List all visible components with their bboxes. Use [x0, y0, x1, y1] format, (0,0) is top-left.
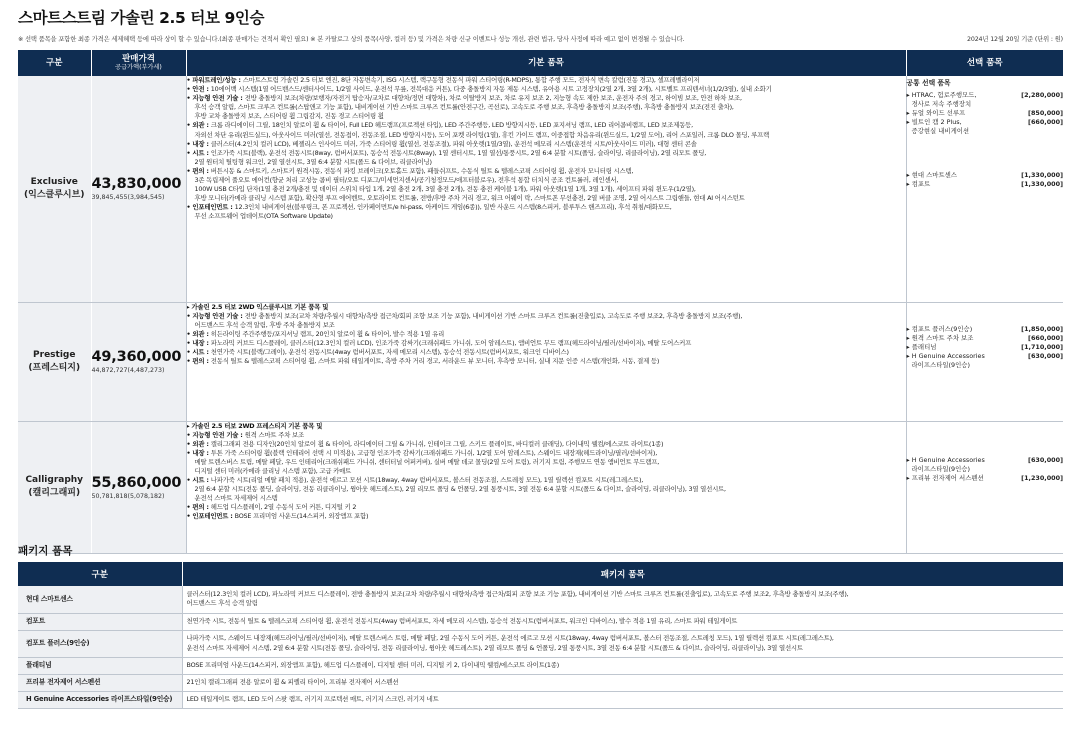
feature-line — [187, 140, 906, 149]
option-name-cont: 경사로 저속 주행장치 — [911, 100, 972, 109]
price-table-header — [18, 50, 1063, 76]
package-header-desc: 패키지 품목 — [182, 562, 1063, 586]
feature-text: 인조가죽 시트(블랙), 운전석 전동시트(8way, 럼버서포트), 동승석 전동시트(8way), 1열 센터시트, 1열 열선/통풍시트, 2열 6:4 분할 시트(폴딩, 슬라이딩, 리클라이닝), 2열 리모트 폴딩, — [210, 148, 707, 157]
option-price: [630,000] — [1028, 455, 1063, 464]
package-name: 컴포트 — [18, 613, 182, 630]
package-desc-line: 천연가죽 시트, 전동식 틸트 & 텔레스코픽 스티어링 휠, 운전석 전동시트(4way 럼버서포트, 자세 메모리 시스템), 동승석 전동시트(럼버서포트, 워크인 디바이스), 발수 적용 1열 유리, 스마트 파워 테일게이트 — [186, 616, 738, 625]
feature-category: • 내장 : — [186, 448, 211, 457]
feature-category: • 내장 : — [186, 139, 211, 148]
trim-price: 43,830,000 — [91, 176, 182, 193]
feature-text: 클러스터(4.2인치 컬러 LCD), 베젤리스 인사이드 미러, 가죽 스티어링 휠(열선, 전동조절), 파워 아웃렛(1열/3열), 운전석 메모리 시스템(운전석 시트/아웃사이드 미러), 대형 센터 콘솔 — [210, 139, 697, 148]
feature-category: • 인포테인먼트 : — [186, 203, 235, 212]
package-desc-line: 나파가죽 시트, 스웨이드 내장재(헤드라이닝/필러/선바이저), 메탈 트렌스버스 트림, 메탈 페달, 2열 수동식 도어 커튼, 운전석 에르고 모션 시트(18way, 4way 럼버서포트, 볼스터 전동조절, 스트레칭 모드), 1열 릴렉션 컴포트 시트(레그레스트), — [186, 634, 834, 643]
header-price-label: 판매가격 — [122, 54, 155, 64]
feature-line — [187, 194, 906, 203]
feature-line — [187, 503, 906, 512]
disclaimer-note: ※ 선택 품목을 포함한 최종 가격은 세제혜택 등에 따라 상이 할 수 있습니다.(최종 판매가는 견적서 확인 필요) ※ 본 카탈로그 상의 품목(사양, 컬러 등) 및 가격은 차량 신규 이벤트나 성능 개선, 관련 법규, 당사 사정에 따라 예고 없이 변경될 수 있습니다. — [18, 36, 685, 43]
trim-features-cell — [186, 421, 906, 553]
package-desc-line: BOSE 프리미엄 사운드(14스피커, 외장앰프 포함), 헤드업 디스플레이, 디지털 센터 미러, 디지털 키 2, 다이내믹 웰컴/에스코트 라이트(1종) — [186, 660, 560, 669]
feature-text: 디지털 센터 미러(카메라 클리닝 시스템 포함), 고급 카매트 — [194, 466, 352, 475]
feature-text: 헤드업 디스플레이, 2열 수동식 도어 커튼, 디지털 키 2 — [210, 503, 357, 512]
package-row — [18, 691, 1063, 708]
feature-line — [187, 330, 906, 339]
feature-line — [187, 512, 906, 521]
package-name: 프리뷰 전자제어 서스펜션 — [18, 674, 182, 691]
feature-line — [187, 440, 906, 449]
option-item — [907, 325, 1064, 334]
feature-line — [187, 467, 906, 476]
feature-text: 스마트스트림 가솔린 2.5 터보 엔진, 8단 자동변속기, ISG 시스템, 랙구동형 전동식 파워 스티어링(R-MDPS), 통합 주행 모드, 전자식 변속 칼럼(진동 경고), 셀프레벨라이저 — [242, 76, 700, 84]
package-row — [18, 657, 1063, 674]
option-name: ▸ H Genuine Accessories — [906, 455, 985, 464]
feature-line — [187, 422, 906, 431]
feature-text: 투톤 가죽 스티어링 휠(블랙 인테리어 선택 시 미적용), 고급형 인조가죽 감싸기(크래쉬패드 가니쉬, 1/2열 도어 암레스트), 스웨이드 내장재(헤드라이닝/필러/선바이저), — [210, 448, 658, 457]
trim-name-ko: (캘리그래피) — [28, 488, 81, 498]
feature-text: 무선 소프트웨어 업데이트(OTA Software Update) — [194, 212, 333, 221]
option-name: ▸ H Genuine Accessories — [906, 351, 985, 360]
option-name-cont: 라이프스타일(9인승) — [911, 360, 970, 369]
option-name: ▸ 컴포트 플러스(9인승) — [906, 324, 973, 333]
feature-text: 메탈 트렌스버스 트림, 메탈 페달, 우드 인테리어(크래쉬패드 가니쉬, 센터터널 어퍼커버), 실버 메탈 데코 몰딩(2열 도어 트림), 러기지 트림, 주행모드 연동 앰비언트 무드램프, — [194, 457, 660, 466]
feature-text: 어드밴스드 후석 승객 알림, 후방 주차 충돌방지 보조 — [194, 320, 335, 329]
price-table — [18, 50, 1063, 554]
option-name: ▸ 플래티넘 — [906, 342, 937, 351]
trim-price-sub: 50,781,818(5,078,182) — [91, 492, 165, 500]
option-item — [907, 334, 1064, 343]
feature-category: • 지능형 안전 기술 : — [186, 311, 245, 320]
header-options: 선택 품목 — [906, 50, 1063, 76]
feature-text: 파노라믹 커브드 디스플레이, 클러스터(12.3인치 컬러 LCD), 인조가죽 감싸기(크래쉬패드 가니쉬, 도어 암레스트), 앰비언트 무드 램프(헤드라이닝/필러/선바이저), 메탈 도어스커프 — [210, 338, 692, 347]
trim-name-ko: (익스클루시브) — [24, 189, 85, 200]
feature-text: 2열 6:4 분할 시트(전동 폴딩, 슬라이딩, 전동 리클라이닝, 윙아웃 헤드레스트), 2열 리모트 폴딩 & 언폴딩, 2열 통풍시트, 3열 전동 6:4 분할 시트(폴드 & 다이브, 슬라이딩, 리클라이닝), 3열 열선시트, — [194, 485, 726, 494]
feature-text: 전방 충돌방지 보조(차량/보행자/자전거 탑승자/교차로 대향차/정면 대향차), 차로 이탈방지 보조, 차로 유지 보조 2, 지능형 속도 제한 보조, 운전자 주의 경고, 하이빔 보조, 안전 하차 보조, — [244, 94, 742, 103]
option-name-cont: 라이프스타일(9인승) — [911, 464, 970, 473]
trim-name-cell — [18, 421, 91, 553]
feature-category: • 지능형 안전 기술 : — [186, 94, 245, 103]
option-item — [907, 352, 1064, 361]
feature-line — [187, 121, 906, 130]
feature-category: • 시트 : — [186, 347, 211, 356]
trim-price: 49,360,000 — [91, 349, 182, 365]
feature-line — [187, 339, 906, 348]
feature-line — [187, 449, 906, 458]
option-item — [907, 109, 1064, 118]
feature-text: 운전석 스마트 자세제어 시스템 — [194, 494, 278, 503]
package-row — [18, 586, 1063, 613]
trim-price-cell — [91, 76, 186, 302]
feature-text: 후방 교차 충돌방지 보조, 스티어링 휠 그립감지, 진동 경고 스티어링 휠 — [194, 112, 384, 121]
feature-category: • 시트 : — [186, 148, 211, 157]
feature-line — [187, 103, 906, 112]
feature-category: • 편의 : — [186, 166, 211, 175]
package-desc-line: 운전석 스마트 자세제어 시스템, 2열 6:4 분할 시트(전동 폴딩, 슬라이딩, 전동 리클라이닝, 윙아웃 헤드레스트), 2열 리모트 폴딩 & 언폴딩, 2열 통풍시트, 3열 전동 6:4 분할 시트(폴드 & 다이브, 슬라이딩, 리클라이닝), 3열 열선시트 — [186, 643, 803, 652]
feature-category: • 외관 : — [186, 439, 211, 448]
package-name: H Genuine Accessories 라이프스타일(9인승) — [18, 691, 182, 708]
package-desc-line: 클러스터(12.3인치 컬러 LCD), 파노라믹 커브드 디스플레이, 전방 충돌방지 보조(교차 차량/추월시 대향차/측방 접근차/회피 조향 보조 기능 포함), 내비게이션 기반 스마트 크루즈 컨트롤(진출입로), 고속도로 주행 보조2, 후측방 충돌방지 보조(주행), — [186, 590, 849, 599]
option-item — [907, 456, 1064, 465]
option-price: [1,710,000] — [1021, 342, 1063, 351]
feature-line — [187, 131, 906, 140]
feature-text: 후석 승객 알림, 스마트 크루즈 컨트롤(스탑앤고 기능 포함), 내비게이션 기반 스마트 크루즈 컨트롤(안전구간, 곡선로), 고속도로 주행 보조, 후측방 충돌방지 보조(주행), 후측방 충돌방지 보조(전진 출차), — [194, 103, 734, 112]
feature-text: 히든라이팅 주간주행등/포지셔닝 램프, 20인치 알로이 휠 & 타이어, 발수 적용 1열 유리 — [210, 329, 445, 338]
trim-name-cell — [18, 302, 91, 421]
feature-line — [187, 94, 906, 103]
trim-options-cell — [906, 302, 1063, 421]
feature-line — [187, 149, 906, 158]
option-item — [907, 474, 1064, 483]
page-title: 스마트스트림 가솔린 2.5 터보 9인승 — [18, 9, 265, 27]
package-desc-line: 21인치 캘리그래피 전용 알로이 휠 & 피렐리 타이어, 프리뷰 전자제어 서스펜션 — [186, 677, 399, 686]
feature-text: 나파가죽 시트(리얼 메탈 패치 적용), 운전석 에르고 모션 시트(18way, 4way 럼버서포트, 볼스터 전동조절, 스트레칭 모드), 1열 릴렉션 컴포트 시트(레그레스트), — [210, 476, 644, 485]
option-price: [660,000] — [1028, 333, 1063, 342]
feature-text: 천연가죽 시트(블랙/그레이), 운전석 전동시트(4way 럼버서포트, 자세 메모리 시스템), 동승석 전동시트(럼버서포트, 워크인 디바이스) — [210, 347, 569, 356]
feature-line — [187, 312, 906, 321]
feature-category: • 편의 : — [186, 357, 211, 366]
trim-price-sub: 39,845,455(3,984,545) — [91, 194, 165, 202]
feature-text: 자외선 차단 유리(윈드실드), 아웃사이드 미러(열선, 전동접이, 전동조절, LED 방향지시등), 도어 포켓 라이팅(1열), 휴킨 가이드 램프, 이중접합 차음유리(윈드실드, 1/2열 도어), 리어 스포일러, 크롬 DLO 몰딩, 루프랙 — [194, 130, 770, 139]
option-price: [1,230,000] — [1021, 473, 1063, 482]
option-price: [660,000] — [1028, 118, 1063, 127]
feature-category: • 파워트레인/성능 : — [186, 76, 243, 84]
trim-name: Prestige — [33, 349, 76, 360]
feature-text: 캘리그래피 전용 디자인(20인치 알로이 휠 & 타이어, 라디에이터 그릴 & 가니쉬, 인테이크 그릴, 스키드 플레이트, 바디컬러 클래딩), 다이내믹 웰컴/에스코트 라이트(1종) — [210, 439, 664, 448]
feature-line — [187, 321, 906, 330]
package-section-title: 패키지 품목 — [18, 545, 73, 557]
feature-category: ▸ 가솔린 2.5 터보 2WD 프레스티지 기본 품목 및 — [186, 421, 323, 430]
feature-text: 버튼시동 & 스마트키, 스마트키 원격시동, 전동식 파킹 브레이크(오토홀드 포함), 패들쉬프트, 수동식 틸트 & 텔레스코픽 스티어링 휠, 운전자 모니터링 시스템, — [210, 166, 634, 175]
option-name: ▸ 현대 스마트센스 — [906, 170, 957, 179]
trim-name: Exclusive — [30, 176, 78, 187]
feature-line — [187, 203, 906, 212]
feature-text: BOSE 프리미엄 사운드(14스피커, 외장앰프 포함) — [234, 512, 369, 521]
option-name: ▸ 빌트인 캠 2 Plus, — [906, 118, 962, 127]
header-trim: 구분 — [18, 50, 91, 76]
feature-text: 100W USB C타입 단자(1열 충전 2개/충전 및 데이터 스위치 타입 1개, 2열 충전 2개, 3열 충전 2개), 전동 충전 케이블 1개), 파워 아웃렛(1열 1개, 3열 1개), 세이프티 파워 윈도우(1/2열), — [194, 185, 696, 194]
feature-line — [187, 357, 906, 366]
option-name: ▸ 컴포트 — [906, 179, 931, 188]
trim-price-cell — [91, 421, 186, 553]
package-row — [18, 613, 1063, 630]
package-desc-cell — [182, 630, 1063, 657]
feature-category: • 지능형 안전 기술 : — [186, 430, 245, 439]
package-desc-cell — [182, 586, 1063, 613]
option-price: [1,330,000] — [1021, 179, 1063, 188]
feature-category: • 외관 : — [186, 121, 211, 130]
option-item — [907, 180, 1064, 189]
feature-text: 원격 스마트 주차 보조 — [244, 430, 304, 439]
feature-line — [187, 431, 906, 440]
trim-price: 55,860,000 — [91, 474, 182, 491]
trim-price-sub: 44,872,727(4,487,273) — [91, 367, 165, 374]
feature-line — [187, 348, 906, 357]
package-table-header — [18, 562, 1063, 586]
feature-line — [187, 303, 906, 312]
feature-line — [187, 494, 906, 503]
option-item — [907, 343, 1064, 352]
feature-line — [187, 485, 906, 494]
trim-features-cell — [186, 302, 906, 421]
option-name: ▸ 프리뷰 전자제어 서스펜션 — [906, 473, 984, 482]
option-item — [907, 171, 1064, 180]
package-desc-cell — [182, 674, 1063, 691]
package-header-name: 구분 — [18, 562, 182, 586]
feature-line — [187, 167, 906, 176]
option-name: ▸ 원격 스마트 주차 보조 — [906, 333, 974, 342]
options-spacer — [907, 137, 1064, 171]
option-price: [850,000] — [1028, 109, 1063, 118]
trim-row — [18, 76, 1063, 302]
feature-text: 10에어백 시스템(1열 어드밴스드/센터사이드, 1/2열 사이드, 운전석 무릎, 전복대응 커튼), 다중 충돌방지 자동 제동 시스템, 유아용 시트 고정장치(2열 2개, 3열 2개), 시트벨트 프리텐셔너(1/2/3열), 실내 소화기 — [210, 85, 772, 94]
feature-text: 전방 충돌방지 보조(교차 차량/추월시 대향차/측방 접근차/회피 조향 보조 기능 포함), 내비게이션 기반 스마트 크루즈 컨트롤(진출입로), 고속도로 주행 보조2, 후측방 충돌방지 보조(주행), — [244, 311, 743, 320]
package-name: 플래티넘 — [18, 657, 182, 674]
feature-line — [187, 185, 906, 194]
trim-name-ko: (프레스티지) — [28, 362, 81, 373]
options-heading: 공통 선택 품목 — [906, 79, 951, 87]
package-desc-line: LED 테일게이트 램프, LED 도어 스팟 램프, 러기지 프로텍션 매트, 러기지 스크린, 러기지 네트 — [186, 694, 439, 703]
package-name: 컴포트 플러스(9인승) — [18, 630, 182, 657]
package-desc-cell — [182, 613, 1063, 630]
option-name: ▸ HTRAC, 험로주행모드, — [906, 91, 977, 100]
feature-line — [187, 176, 906, 185]
feature-category: ▸ 가솔린 2.5 터보 2WD 익스클루시브 기본 품목 및 — [186, 302, 329, 311]
package-desc-cell — [182, 657, 1063, 674]
trim-price-cell — [91, 302, 186, 421]
feature-line — [187, 476, 906, 485]
feature-text: 12.3인치 내비게이션(블루링크, 폰 프로젝션, 인카페이먼트/e hi-pass, 아케이드 게임(6종)), 일반 사운드 시스템(8스피커, 블루투스 핸즈프리), 후석 취침/대화모드, — [234, 203, 672, 212]
feature-category: • 안전 : — [186, 85, 211, 94]
package-table — [18, 562, 1063, 709]
option-name-cont: 증강현실 내비게이션 — [911, 127, 970, 136]
feature-category: • 편의 : — [186, 503, 211, 512]
header-price-sub: 공급가액(부가세) — [115, 64, 162, 71]
trim-features-cell — [186, 76, 906, 302]
package-row — [18, 630, 1063, 657]
trim-name: Calligraphy — [25, 475, 84, 485]
feature-line — [187, 158, 906, 167]
trim-name-cell — [18, 76, 91, 302]
package-desc-line: 어드밴스드 후석 승객 알림 — [186, 599, 258, 608]
package-row — [18, 674, 1063, 691]
option-item — [907, 91, 1064, 100]
feature-text: 전동식 틸트 & 텔레스코픽 스티어링 휠, 스마트 파워 테일게이트, 측방 주차 거리 경고, 서라운드 뷰 모니터, 후측방 모니터, 실내 지문 인증 시스템(개인화, 시동, 결제 등) — [210, 357, 660, 366]
feature-text: 크롬 라디에이터 그릴, 18인치 알로이 휠 & 타이어, Full LED 헤드램프(프로젝션 타입), LED 주간주행등, LED 방향지시등, LED 포지셔닝 램프, LED 리어콤비램프, LED 보조제동등, — [210, 121, 693, 130]
feature-text: 2열 원터치 틸팅형 워크인, 2열 열선시트, 3열 6:4 분할 시트(폴드 & 다이브, 리클라이닝) — [194, 157, 432, 166]
feature-category: • 인포테인먼트 : — [186, 512, 235, 521]
option-name: ▸ 듀얼 와이드 선루프 — [906, 109, 966, 118]
trim-row — [18, 421, 1063, 553]
feature-category: • 내장 : — [186, 338, 211, 347]
trim-options-cell — [906, 76, 1063, 302]
feature-line — [187, 85, 906, 94]
trim-row — [18, 302, 1063, 421]
feature-text: 3존 독립제어 풀오토 에어컨(향균 처리 고성능 콤비 필터/오토 디포그/미세먼지센서/공기청정모드/애프터블로우), 전후석 통합 터치식 공조 컨트롤러, 레인센서, — [194, 176, 619, 185]
package-desc-cell — [182, 691, 1063, 708]
option-price: [1,330,000] — [1021, 170, 1063, 179]
feature-text: 후방 모니터(카메라 클리닝 시스템 포함), 확산형 루프 에어벤트, 오토라이트 컨트롤, 전방/후방 주차 거리 경고, 워크 어웨이 락, 스마트폰 무선충전, 2열 버클 조명, 2열 어시스트 그립핸들, 현대 AI 어시스턴트 — [194, 194, 745, 203]
feature-category: • 시트 : — [186, 476, 211, 485]
header-price — [91, 50, 186, 76]
option-price: [1,850,000] — [1021, 324, 1063, 333]
feature-line — [187, 458, 906, 467]
feature-line — [187, 76, 906, 85]
feature-line — [187, 112, 906, 121]
feature-category: • 외관 : — [186, 329, 211, 338]
feature-line — [187, 212, 906, 221]
trim-options-cell — [906, 421, 1063, 553]
date-unit-note: 2024년 12월 20일 기준 (단위 : 원) — [966, 36, 1063, 43]
option-price: [2,280,000] — [1021, 91, 1063, 100]
option-price: [630,000] — [1028, 351, 1063, 360]
notes-row — [18, 34, 1063, 43]
header-features: 기본 품목 — [186, 50, 906, 76]
package-name: 현대 스마트센스 — [18, 586, 182, 613]
